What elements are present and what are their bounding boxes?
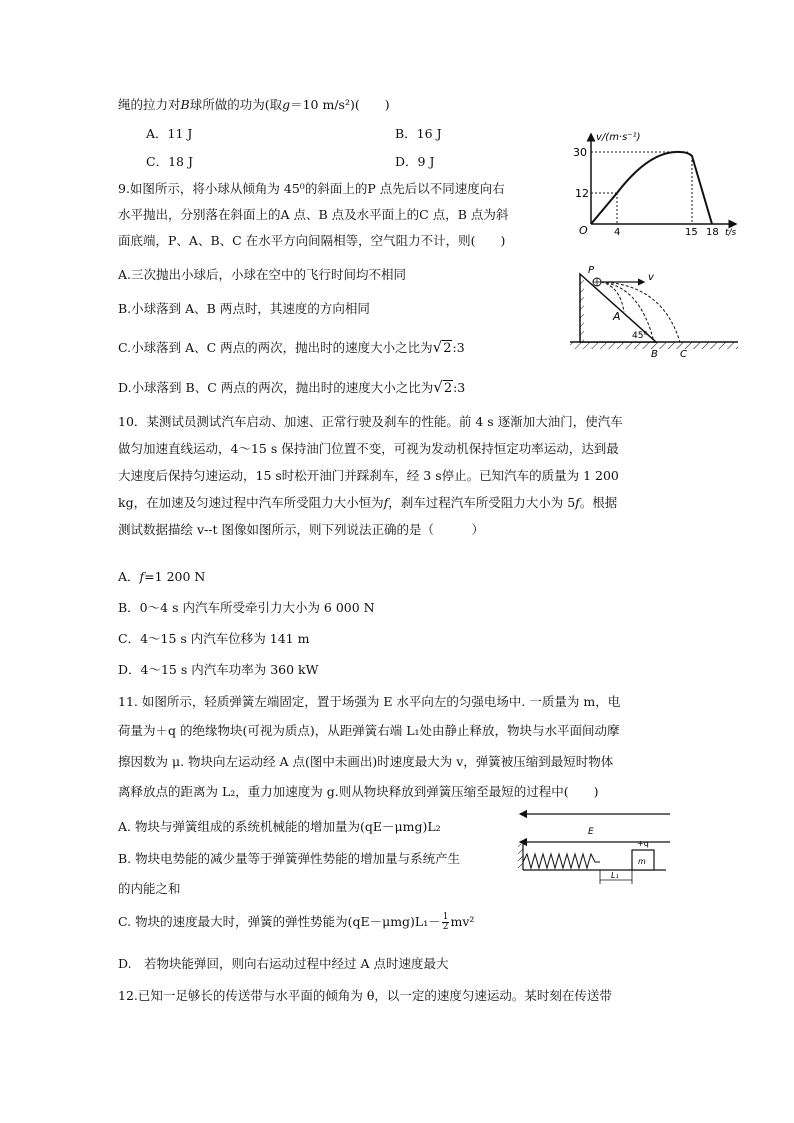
q9-option-d-ratio: :3 [453,380,466,395]
q10-option-d: D．4～15 s 内汽车功率为 360 kW [118,662,319,677]
q9-option-c [118,338,465,358]
label-p: P [588,265,595,276]
vt-graph-figure [570,128,742,240]
q8-stem-var-g: g [282,97,291,112]
q9-option-c-text: C.小球落到 A、C 两点的两次，抛出时的速度大小之比为 [118,340,433,355]
angle-label: 45⁰ [632,331,648,341]
q11-option-c-tail: mv² [450,914,475,929]
q9-stem-line3: 面底端，P、A、B、C 在水平方向间隔相等，空气阻力不计，则( ) [118,233,506,248]
q11-stem-line4: 离释放点的距离为 L₂，重力加速度为 g.则从物块释放到弹簧压缩至最短的过程中( ) [118,784,599,799]
q10-stem-line3: 大速度后保持匀速运动，15 s时松开油门并踩刹车，经 3 s停止。已知汽车的质量为 1 200 [118,468,619,483]
fraction-denominator: 2 [442,922,449,932]
q10-option-a-var: f [139,569,145,584]
q10-stem-line2: 做匀加速直线运动，4～15 s 保持油门位置不变，可视为发动机保持恒定功率运动，达到最 [118,441,619,456]
q11-option-c [118,913,474,932]
vt-x-axis-label: t/s [725,228,737,238]
q9-stem-line1: 9.如图所示，将小球从倾角为 45⁰的斜面上的P 点先后以不同速度向右 [118,181,505,196]
q8-option-a: A．11 J [146,126,193,141]
q10-line4-text-a: kg，在加速及匀速过程中汽车所受阻力大小恒为 [118,495,384,510]
vt-x-tick-15: 15 [685,227,698,238]
vt-y-tick-12: 12 [575,187,589,200]
q8-option-b: B．16 J [395,126,442,141]
q9-option-d-text: D.小球落到 B、C 两点的两次，抛出时的速度大小之比为 [118,380,434,395]
q11-stem-line2: 荷量为＋q 的绝缘物块(可视为质点)，从距弹簧右端 L₁处由静止释放，物块与水平面间动摩 [118,723,620,738]
q8-stem [118,96,390,114]
q9-option-b: B.小球落到 A、B 两点时，其速度的方向相同 [118,301,370,316]
incline-figure [568,262,743,360]
q9-option-c-ratio: :3 [452,340,465,355]
label-e: E [588,827,594,837]
q10-line4-text-c: ，刹车过程汽车所受阻力大小为 5 [388,495,576,510]
label-c: C [680,349,687,360]
q8-stem-text-a: 绳的拉力对 [118,97,181,112]
vt-y-axis-label: v/(m·s⁻¹) [596,132,641,143]
fraction [442,913,450,932]
q8-stem-var-b: B [180,97,190,112]
q9-option-d-radicand: 2 [443,381,453,396]
sqrt-symbol: √2 [433,378,453,396]
q10-option-a-value: =1 200 N [144,569,206,584]
q11-option-b-line1: B. 物块电势能的减少量等于弹簧弹性势能的增加量与系统产生 [118,851,461,866]
wall-hatch [518,844,523,870]
q8-option-c: C．18 J [146,154,193,169]
q10-line4-text-e: 。根据 [579,495,618,510]
wedge-hatch [580,274,584,342]
q11-option-b-line2: 的内能之和 [118,881,181,896]
q10-stem-line5: 测试数据描绘 v--t 图像如图所示，则下列说法正确的是（ ） [118,522,484,537]
q11-option-d: D. 若物块能弹回，则向右运动过程中经过 A 点时速度最大 [118,956,449,971]
vt-y-tick-30: 30 [573,146,587,159]
q9-option-d [118,378,465,398]
spring-coil [523,854,600,868]
q10-stem-line4 [118,494,617,512]
q10-option-a-label: A． [118,569,140,584]
q11-option-a: A. 物块与弹簧组成的系统机械能的增加量为(qE－μmg)L₂ [118,819,441,834]
vt-curve [591,152,712,224]
q10-line4-var-f: f [383,495,389,510]
label-m: m [638,857,646,866]
label-q: +q [637,839,649,848]
ground-hatch [570,342,738,349]
q12-stem-line1: 12.已知一足够长的传送带与水平面的倾角为 θ，以一定的速度匀速运动。某时刻在传送带 [118,988,612,1003]
q9-option-a: A.三次抛出小球后，小球在空中的飞行时间均不相同 [118,267,407,282]
q9-stem-line2: 水平抛出，分别落在斜面上的A 点、B 点及水平面上的C 点，B 点为斜 [118,207,509,222]
q10-option-c: C．4～15 s 内汽车位移为 141 m [118,631,310,646]
q10-line4-var-f2: f [575,495,580,510]
fraction-numerator: 1 [442,912,449,922]
label-a: A [613,310,621,323]
sqrt-symbol: √2 [432,338,452,356]
q10-stem-line1: 10．某测试员测试汽车启动、加速、正常行驶及刹车的性能。前 4 s 逐渐加大油门，使汽车 [118,414,623,429]
q11-option-c-text: C. 物块的速度最大时，弹簧的弹性势能为(qE－μmg)L₁－ [118,914,441,929]
q11-stem-line1: 11. 如图所示，轻质弹簧左端固定，置于场强为 E 水平向左的匀强电场中. 一质量为 m，电 [118,694,621,709]
q10-option-a [118,568,205,586]
q10-option-b: B．0～4 s 内汽车所受牵引力大小为 6 000 N [118,600,375,615]
spring-field-figure [514,808,674,886]
label-l1: L₁ [611,871,619,880]
q11-stem-line3: 擦因数为 μ. 物块向左运动经 A 点(图中未画出)时速度最大为 v，弹簧被压缩到最短时物体 [118,754,614,769]
q8-option-d: D．9 J [395,154,435,169]
vt-origin-label: O [579,224,588,237]
q8-stem-text-e: ＝10 m/s²)( ) [290,97,390,112]
q9-option-c-radicand: 2 [443,341,452,356]
label-v: v [648,272,654,283]
label-b: B [651,349,658,360]
vt-x-tick-4: 4 [614,227,621,238]
q8-stem-text-c: 球所做的功为(取 [189,97,283,112]
vt-x-tick-18: 18 [706,227,719,238]
